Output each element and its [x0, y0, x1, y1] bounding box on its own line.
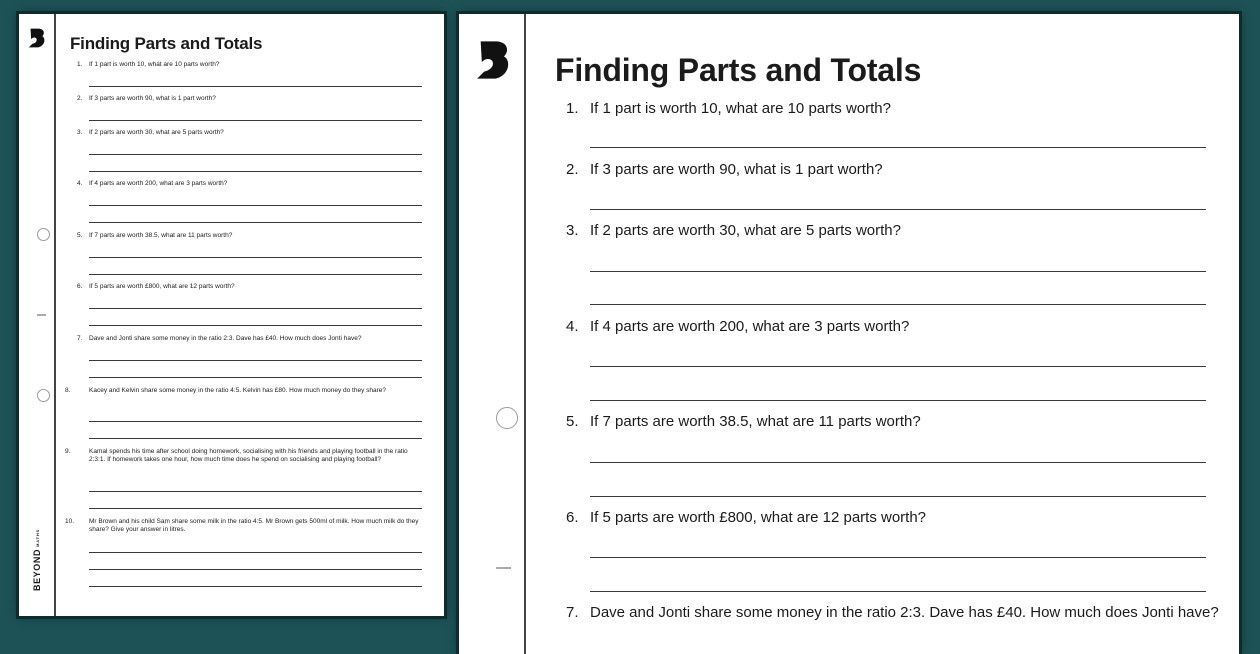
answer-line [590, 400, 1206, 401]
question-text: If 2 parts are worth 30, what are 5 parts worth? [590, 222, 901, 239]
question-text: If 1 part is worth 10, what are 10 parts worth? [590, 100, 891, 117]
question-text: If 2 parts are worth 30, what are 5 parts worth? [89, 129, 224, 136]
question-text: If 4 parts are worth 200, what are 3 parts worth? [89, 180, 228, 187]
question-text: Kamal spends his time after school doing homework, socialising with his friends and playing football in the ratio 2:3:1. If homework takes one hour, how much time does he spend on socialising and playing football? [89, 448, 408, 463]
worksheet-title: Finding Parts and Totals [555, 52, 922, 88]
question-number: 9. [65, 448, 71, 455]
punch-hole [37, 228, 50, 241]
answer-line [89, 120, 422, 121]
answer-line [89, 360, 422, 361]
answer-line [89, 421, 422, 422]
answer-line [89, 586, 422, 587]
answer-line [590, 366, 1206, 367]
answer-line [89, 377, 422, 378]
brand-name: BEYOND [32, 548, 43, 592]
margin-line [54, 14, 56, 616]
answer-line [89, 552, 422, 553]
answer-line [89, 222, 422, 223]
answer-line [89, 205, 422, 206]
question-8 [65, 387, 425, 395]
question-3 [566, 222, 1239, 240]
question-number: 5. [77, 232, 83, 239]
question-number: 7. [566, 604, 579, 621]
answer-line [590, 462, 1206, 463]
brand-wordmark [23, 518, 51, 602]
worksheet-preview-small [19, 14, 444, 616]
question-text: If 5 parts are worth £800, what are 12 parts worth? [89, 283, 235, 290]
beyond-logo-icon [476, 39, 511, 81]
answer-line [590, 496, 1206, 497]
question-5 [566, 413, 1239, 431]
question-2 [566, 161, 1239, 179]
answer-line [89, 438, 422, 439]
worksheet-zoomed [459, 14, 1239, 654]
question-text: If 4 parts are worth 200, what are 3 parts worth? [590, 318, 910, 335]
answer-line [590, 557, 1206, 558]
answer-line [590, 304, 1206, 305]
fold-mark [496, 567, 511, 569]
question-text: If 5 parts are worth £800, what are 12 parts worth? [590, 509, 927, 526]
question-6 [566, 509, 1239, 527]
question-text: Dave and Jonti share some money in the ratio 2:3. Dave has £40. How much does Jonti have? [89, 335, 362, 342]
question-number: 6. [566, 509, 579, 526]
question-4 [77, 180, 425, 188]
question-number: 5. [566, 413, 579, 430]
question-2 [77, 95, 425, 103]
question-number: 6. [77, 283, 83, 290]
answer-line [89, 154, 422, 155]
question-number: 1. [77, 61, 83, 68]
question-number: 7. [77, 335, 83, 342]
brand-sub: MATHS [35, 528, 41, 547]
punch-hole [37, 389, 50, 402]
answer-line [89, 86, 422, 87]
question-1 [77, 61, 425, 69]
question-number: 1. [566, 100, 579, 117]
question-4 [566, 318, 1239, 336]
question-text: If 7 parts are worth 38.5, what are 11 parts worth? [590, 413, 921, 430]
answer-line [89, 308, 422, 309]
question-text: If 7 parts are worth 38.5, what are 11 parts worth? [89, 232, 233, 239]
answer-line [590, 591, 1206, 592]
question-number: 8. [65, 387, 71, 394]
question-text: If 3 parts are worth 90, what is 1 part worth? [89, 95, 216, 102]
question-number: 3. [566, 222, 579, 239]
question-text: If 3 parts are worth 90, what is 1 part worth? [590, 161, 883, 178]
question-number: 3. [77, 129, 83, 136]
beyond-logo-icon [28, 28, 46, 48]
question-7 [566, 604, 1239, 622]
question-text: If 1 part is worth 10, what are 10 parts worth? [89, 61, 220, 68]
question-text: Dave and Jonti share some money in the ratio 2:3. Dave has £40. How much does Jonti have? [590, 604, 1219, 621]
answer-line [590, 147, 1206, 148]
punch-hole [496, 407, 518, 429]
question-number: 2. [566, 161, 579, 178]
fold-mark [37, 314, 46, 316]
answer-line [590, 209, 1206, 210]
question-5 [77, 232, 425, 240]
question-9 [65, 448, 425, 464]
question-number: 4. [566, 318, 579, 335]
question-6 [77, 283, 425, 291]
answer-line [89, 257, 422, 258]
question-text: Kacey and Kelvin share some money in the ratio 4:5. Kelvin has £80. How much money do they share? [89, 387, 386, 394]
question-number: 2. [77, 95, 83, 102]
question-number: 10. [65, 518, 75, 525]
answer-line [89, 491, 422, 492]
answer-line [89, 274, 422, 275]
question-3 [77, 129, 425, 137]
margin-line [524, 14, 526, 654]
answer-line [89, 171, 422, 172]
question-1 [566, 100, 1239, 118]
answer-line [89, 508, 422, 509]
question-10 [65, 518, 425, 534]
answer-line [89, 569, 422, 570]
question-7 [77, 335, 425, 343]
worksheet-title: Finding Parts and Totals [70, 34, 263, 53]
question-text: Mr Brown and his child Sam share some milk in the ratio 4:5. Mr Brown gets 500ml of milk. How much milk do they share? Give your answer in litres. [89, 518, 419, 533]
answer-line [590, 271, 1206, 272]
question-number: 4. [77, 180, 83, 187]
answer-line [89, 325, 422, 326]
